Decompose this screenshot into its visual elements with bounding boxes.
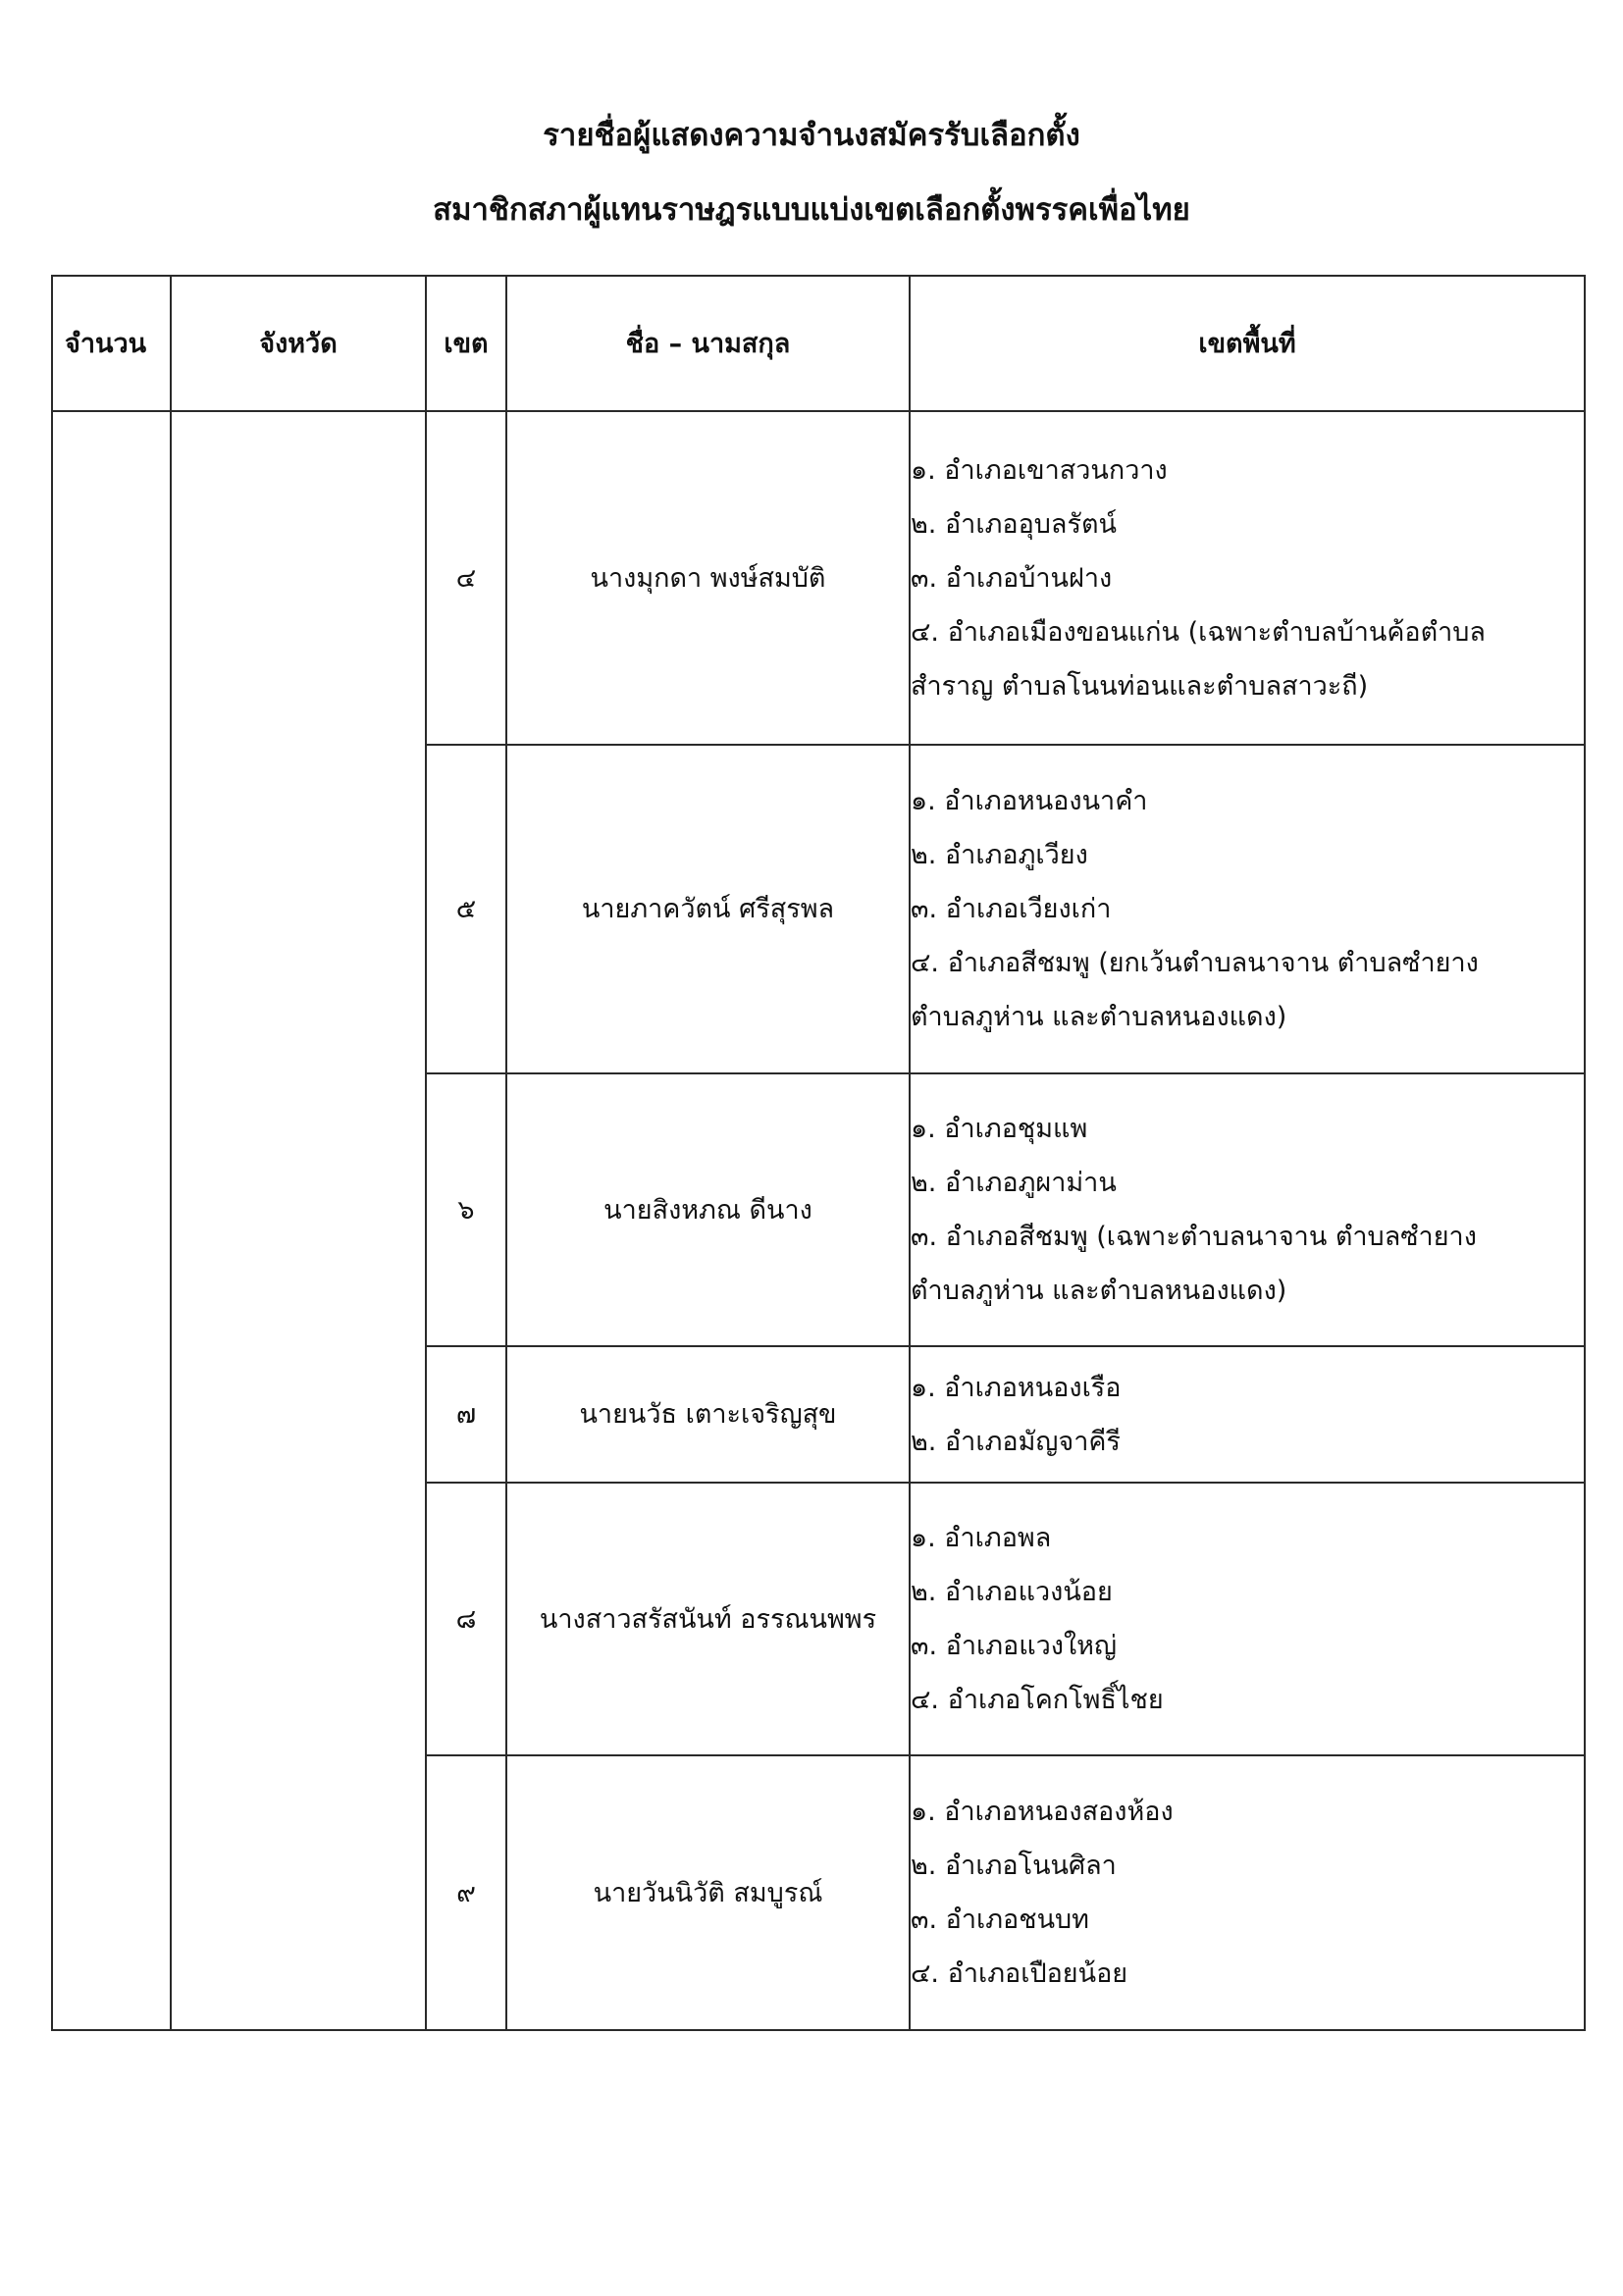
- candidate-name: นางสาวสรัสนันท์ อรรณนพพร: [506, 1483, 910, 1755]
- area-item: ๑. อำเภอชุมแพ: [911, 1114, 1088, 1144]
- area-item: ๒. อำเภออุบลรัตน์: [911, 508, 1117, 540]
- area-item: ๑. อำเภอหนองเรือ: [911, 1372, 1122, 1403]
- candidate-name: นายสิงหภณ ดีนาง: [506, 1073, 910, 1346]
- document-title-line-2: สมาชิกสภาผู้แทนราษฎรแบบแบ่งเขตเลือกตั้งพรรคเพื่อไทย: [433, 192, 1190, 228]
- district-number: ๘: [426, 1483, 506, 1755]
- area-item: ๑. อำเภอเขาสวนกวาง: [911, 454, 1168, 486]
- district-number: ๕: [426, 745, 506, 1073]
- document-title-line-1: รายชื่อผู้แสดงความจำนงสมัครรับเลือกตั้ง: [543, 118, 1080, 153]
- header-name: ชื่อ – นามสกุล: [506, 276, 910, 411]
- area-item: ๑. อำเภอหนองนาคำ: [911, 786, 1148, 816]
- area-item: ๒. อำเภอแวงน้อย: [911, 1577, 1113, 1607]
- header-count: จำนวน: [52, 276, 171, 411]
- district-number: ๙: [426, 1755, 506, 2030]
- area-item: ๑. อำเภอพล: [911, 1523, 1052, 1553]
- area-item: ๔. อำเภอสีชมพู (ยกเว้นตำบลนาจาน ตำบลซำยาง: [911, 948, 1479, 978]
- area-item: สำราญ ตำบลโนนท่อนและตำบลสาวะถี): [911, 670, 1369, 702]
- count-cell: [52, 411, 171, 2030]
- area-item: ๓. อำเภอบ้านฝาง: [911, 562, 1113, 594]
- area-item: ๔. อำเภอเมืองขอนแก่น (เฉพาะตำบลบ้านค้อตำบล: [911, 616, 1486, 648]
- area-item: ๒. อำเภอภูเวียง: [911, 840, 1088, 870]
- candidate-name: นางมุกดา พงษ์สมบัติ: [506, 411, 910, 745]
- header-area: เขตพื้นที่: [910, 276, 1585, 411]
- area-item: ตำบลภูห่าน และตำบลหนองแดง): [911, 1276, 1287, 1306]
- province-cell: [171, 411, 426, 2030]
- area-item: ๒. อำเภอโนนศิลา: [911, 1851, 1117, 1881]
- candidate-table: [51, 275, 1586, 2031]
- area-item: ตำบลภูห่าน และตำบลหนองแดง): [911, 1002, 1287, 1032]
- district-number: ๗: [426, 1346, 506, 1483]
- area-cell: [910, 1483, 1585, 1755]
- candidate-name: นายวันนิวัติ สมบูรณ์: [506, 1755, 910, 2030]
- table-header-row: [52, 276, 1585, 411]
- area-item: ๓. อำเภอชนบท: [911, 1905, 1089, 1935]
- district-number: ๔: [426, 411, 506, 745]
- header-district-no: เขต: [426, 276, 506, 411]
- candidate-name: นายนวัธ เตาะเจริญสุข: [506, 1346, 910, 1483]
- area-item: ๓. อำเภอสีชมพู (เฉพาะตำบลนาจาน ตำบลซำยาง: [911, 1222, 1477, 1252]
- area-item: ๓. อำเภอเวียงเก่า: [911, 894, 1112, 924]
- area-item: ๔. อำเภอเปือยน้อย: [911, 1958, 1128, 1989]
- area-cell: [910, 1346, 1585, 1483]
- area-cell: [910, 1755, 1585, 2030]
- header-province: จังหวัด: [171, 276, 426, 411]
- district-number: ๖: [426, 1073, 506, 1346]
- area-item: ๒. อำเภอภูผาม่าน: [911, 1168, 1117, 1198]
- table-row: [52, 411, 1585, 745]
- area-item: ๓. อำเภอแวงใหญ่: [911, 1631, 1117, 1661]
- candidate-name: นายภาควัตน์ ศรีสุรพล: [506, 745, 910, 1073]
- area-item: ๒. อำเภอมัญจาคีรี: [911, 1426, 1121, 1457]
- area-cell: [910, 1073, 1585, 1346]
- area-cell: [910, 411, 1585, 745]
- area-item: ๑. อำเภอหนองสองห้อง: [911, 1797, 1174, 1827]
- area-item: ๔. อำเภอโคกโพธิ์ไชย: [911, 1685, 1164, 1715]
- area-cell: [910, 745, 1585, 1073]
